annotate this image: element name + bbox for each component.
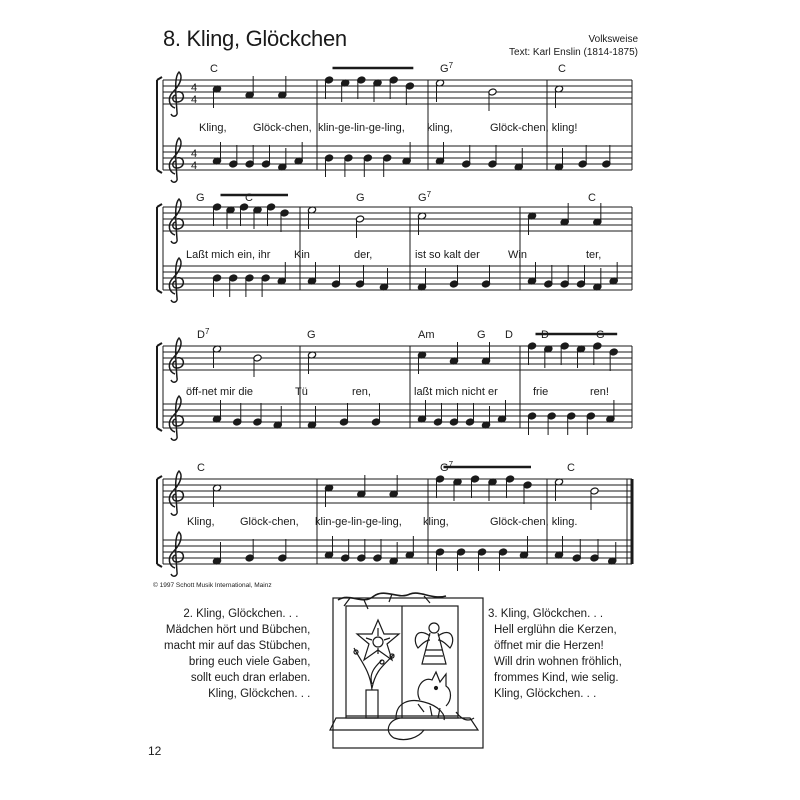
lyric-syllable: klin-ge-lin-ge-ling, <box>315 516 402 528</box>
verse-3-line: frommes Kind, wie selig. <box>494 672 619 684</box>
lyric-syllable: Tü <box>295 386 308 398</box>
lyric-syllable: Kling, <box>187 516 215 528</box>
lyric-syllable: ter, <box>586 249 602 261</box>
verse-3-line: Will drin wohnen fröhlich, <box>494 656 622 668</box>
chord-symbol: D <box>505 329 513 341</box>
chord-symbol: C <box>197 462 205 474</box>
lyric-syllable: klin-ge-lin-ge-ling, <box>318 122 405 134</box>
chord-symbol: G <box>307 329 316 341</box>
lyric-syllable: Glöck-chen, <box>253 122 312 134</box>
chord-symbol: C <box>558 63 566 75</box>
time-signature-denominator: 4 <box>191 94 198 106</box>
treble-clef-icon <box>169 258 183 302</box>
system-bracket <box>157 476 162 567</box>
verse-3 <box>488 606 622 702</box>
verse-2-line: macht mir auf das Stübchen, <box>164 640 311 652</box>
verse-2-line: Kling, Glöckchen. . . <box>208 688 311 700</box>
treble-clef-icon <box>169 338 183 382</box>
song-title: 8. Kling, Glöckchen <box>163 26 347 51</box>
lyric-syllable: kling, <box>427 122 453 134</box>
chord-symbol: D <box>541 329 549 341</box>
system-bracket <box>157 204 162 293</box>
verse-2-line: 2. Kling, Glöckchen. . . <box>183 608 299 620</box>
chord-symbol: G <box>356 192 365 204</box>
lyricist-credit: Text: Karl Enslin (1814-1875) <box>509 47 638 58</box>
chord-symbol: G <box>477 329 486 341</box>
lyric-syllable: Kin <box>294 249 310 261</box>
lyric-syllable: Glöck-chen, <box>240 516 299 528</box>
time-signature-numerator: 4 <box>191 82 198 94</box>
lyric-syllable: laßt mich nicht er <box>414 386 498 398</box>
verse-3-line: Kling, Glöckchen. . . <box>494 688 597 700</box>
composer-credit: Volksweise <box>588 34 638 45</box>
treble-clef-icon <box>169 199 183 243</box>
treble-clef-icon <box>169 532 183 576</box>
chord-symbol: $G^7$ <box>418 190 432 204</box>
verse-3-line: 3. Kling, Glöckchen. . . <box>488 608 604 620</box>
verse-3-line: Hell erglühn die Kerzen, <box>494 624 617 636</box>
chord-symbol: G <box>196 192 205 204</box>
verse-2 <box>164 606 310 702</box>
system-bracket <box>157 343 162 431</box>
lyric-syllable: Glöck-chen, kling. <box>490 516 578 528</box>
lyric-syllable: Kling, <box>199 122 227 134</box>
chord-symbol: G <box>596 329 605 341</box>
lyric-syllable: frie <box>533 386 549 398</box>
chord-symbol: $G^7$ <box>440 460 454 474</box>
verse-2-line: bring euch viele Gaben, <box>188 656 311 668</box>
verse-3-line: öffnet mir die Herzen! <box>494 640 604 652</box>
lyric-syllable: Glöck-chen, kling! <box>490 122 578 134</box>
lyric-syllable: öff-net mir die <box>186 386 254 398</box>
lyric-syllable: Win <box>508 249 527 261</box>
verse-2-line: Mädchen hört und Bübchen, <box>165 624 311 636</box>
chord-symbol: $D^7$ <box>197 327 210 341</box>
system-bracket <box>157 77 162 173</box>
lyric-syllable: ist so kalt der <box>415 249 480 261</box>
lyric-syllable: ren, <box>352 386 371 398</box>
chord-symbol: C <box>567 462 575 474</box>
chord-symbol: $G^7$ <box>440 61 454 75</box>
chord-symbol: C <box>245 192 253 204</box>
chord-symbol: C <box>588 192 596 204</box>
time-signature-numerator: 4 <box>191 148 198 160</box>
verse-2-line: sollt euch dran erlaben. <box>190 672 311 684</box>
time-signature-denominator: 4 <box>191 160 198 172</box>
treble-clef-icon <box>169 396 183 440</box>
treble-clef-icon <box>169 471 183 515</box>
treble-clef-icon <box>169 138 183 182</box>
lyric-syllable: ren! <box>590 386 609 398</box>
lyric-syllable: der, <box>354 249 373 261</box>
lyric-syllable: kling, <box>423 516 449 528</box>
copyright-notice: © 1997 Schott Musik International, Mainz <box>153 582 272 589</box>
chord-symbol: C <box>210 63 218 75</box>
treble-clef-icon <box>169 72 183 116</box>
page-number: 12 <box>148 744 162 758</box>
chord-symbol: Am <box>418 329 435 341</box>
lyric-syllable: Laßt mich ein, ihr <box>186 249 271 261</box>
